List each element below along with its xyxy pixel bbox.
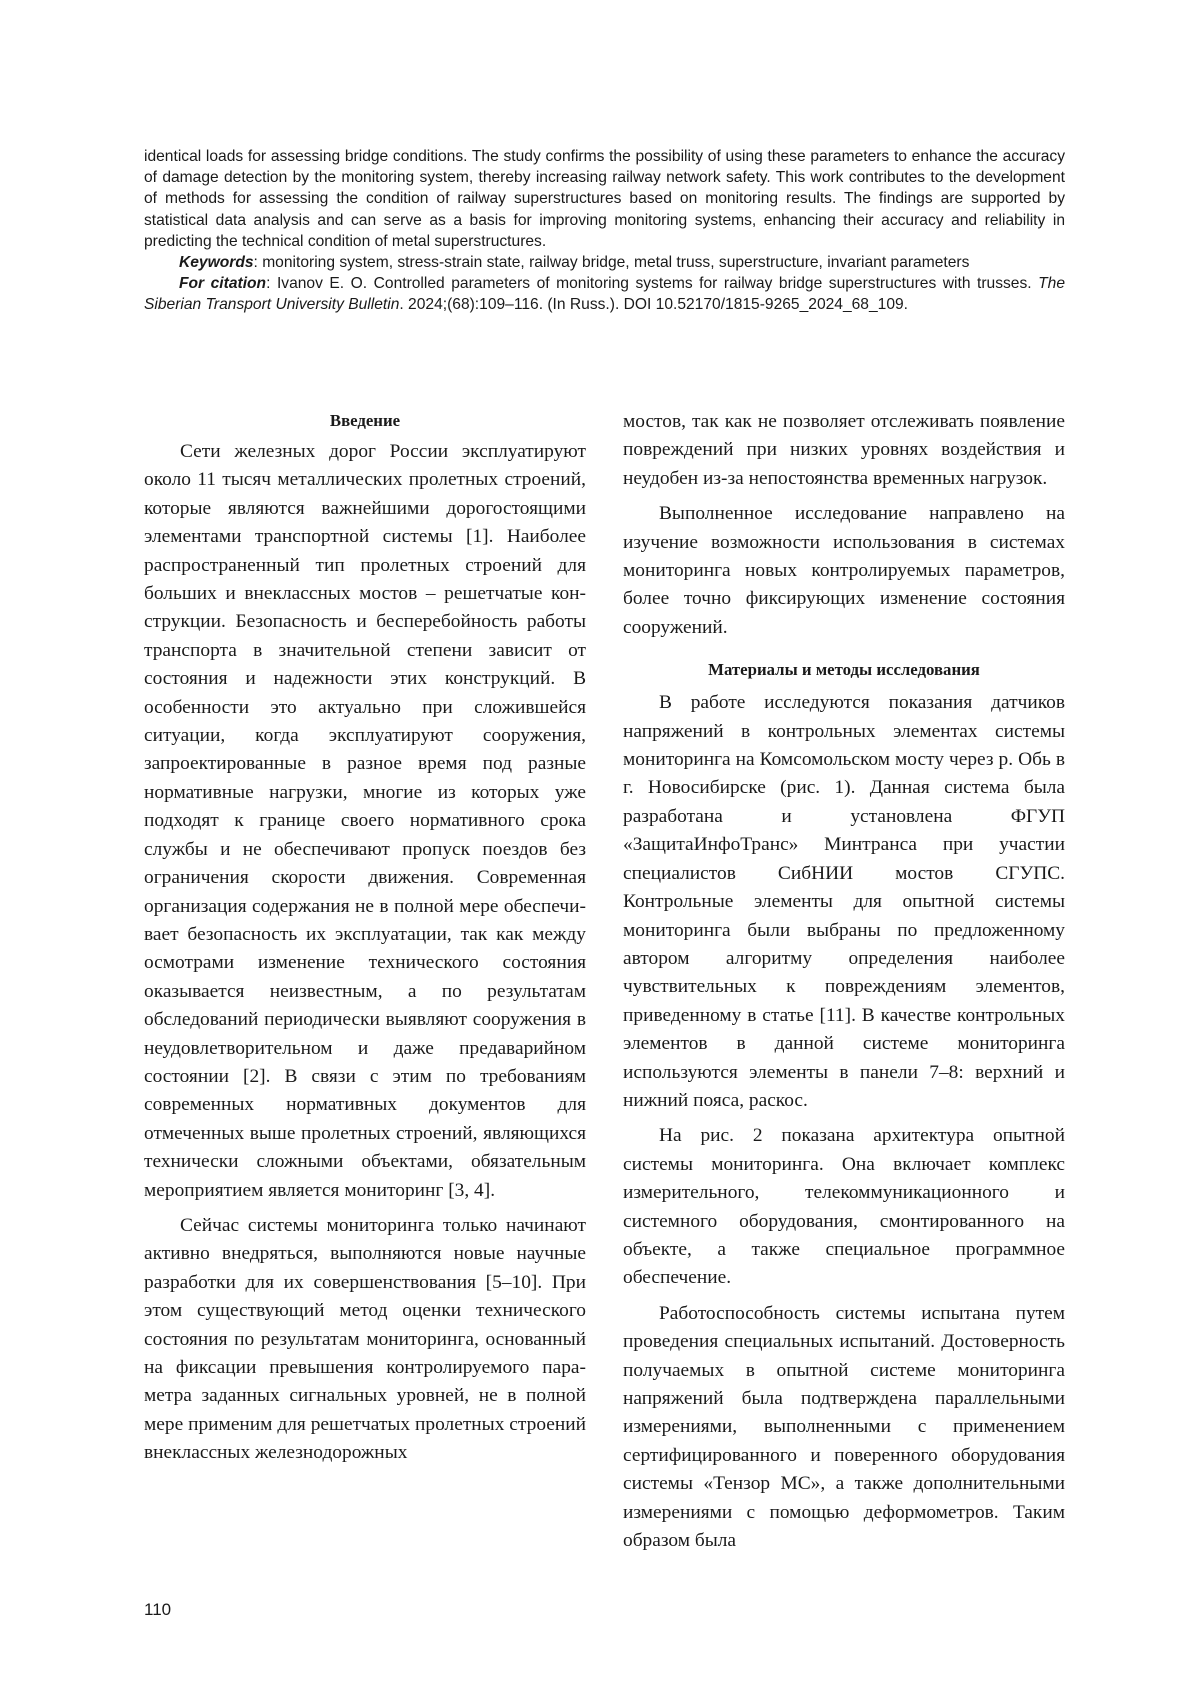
- citation-journal: The Siberian Transport University Bulletin: [144, 275, 1065, 314]
- keywords-line: [144, 252, 1065, 273]
- paragraph: Работоспособность системы испытана путем проведения специальных испытаний. Достоверность получаемых в опытной системе мониторинга напряжений была подтверждена параллельными измерениями, выполненными с применением сертифицированного и поверенного оборудования системы «Тензор МС», а также дополнительными измерениями с помощью деформометров. Таким образом была: [623, 1302, 1065, 1552]
- keywords-label: Keywords: [179, 254, 254, 272]
- citation-text-2: . 2024;(68):109–116. (In Russ.). DOI 10.52170/1815-9265_2024_68_109.: [399, 296, 909, 314]
- keywords-text: : monitoring system, stress-strain state, railway bridge, metal truss, superstructure, invariant parameters: [253, 254, 970, 272]
- citation-text-1: : Ivanov E. O. Controlled parameters of monitoring systems for railway bridge superstructures with trusses.: [266, 275, 1039, 293]
- abstract-block: [144, 146, 1065, 316]
- section-heading-introduction: Введение: [329, 411, 401, 430]
- right-column: [623, 408, 1065, 1555]
- abstract-text: identical loads for assessing bridge conditions. The study confirms the possibility of using these parameters to enhance the accuracy of damage detection by the monitoring system, thereby increasing railway network safety. This work contributes to the development of methods for assessing the condition of railway superstructures based on monitoring results. The findings are supported by statistical data analysis and can serve as a basis for improving monitoring systems, enhancing their accuracy and reliability in predicting the technical condition of metal superstructures.: [144, 148, 1065, 250]
- paragraph: Выполненное исследование направлено на изучение возможности использования в системах мониторинга новых контролируемых параметров, более точно фиксирующих изменение состояния сооружений.: [623, 503, 1065, 638]
- citation-label: For citation: [179, 275, 267, 293]
- paragraph: Сейчас системы мониторинга только начинают активно внедряться, выполняются новые научные разработки для их совершенствования [5–10]. При этом существующий метод оценки технического состояния по результатам мониторинга, основанный на фиксации превышения контролируемого параметра заданных сигнальных уровней, не в полной мере применим для решетчатых пролетных строений внеклассных железнодорожных: [144, 1214, 586, 1464]
- paragraph: Сети железных дорог России эксплуатируют около 11 тысяч металлических пролетных строений, которые являются важнейшими дорогостоящими элементами транспортной системы [1]. Наиболее распространенный тип пролетных строений для больших и внеклассных мостов – решетчатые конструкции. Безопасность и бесперебойность работы транспорта в значительной степени зависит от состояния и надежности этих конструкций. В особенности это актуально при сложившейся ситуации, когда эксплуатируют сооружения, запроектированные в разное время под разные нормативные нагрузки, многие из которых уже подходят к границе своего нормативного срока службы и не обеспечивают пропуск поездов без ограничения скорости движения. Современная организация содержания не в полной мере обеспечивает безопасность их эксплуатации, так как между осмотрами изменение технического состояния оказывается неизвестным, а по результатам обследований периодически выявляют сооружения в неудовлетворительном и даже предаварийном состоянии [2]. В связи с этим по требованиям современных нормативных документов для отмеченных выше пролетных строений, являющихся технически сложными объектами, обязательным мероприятием является мониторинг [3, 4].: [144, 441, 586, 1201]
- section-heading-materials-methods: Материалы и методы исследования: [708, 660, 980, 680]
- citation-line: [144, 273, 1065, 315]
- left-column: [144, 408, 586, 1468]
- paragraph-continuation: мостов, так как не позволяет отслеживать появление повреждений при низких уровнях воздействия и неудобен из-за непостоянства временных нагрузок.: [623, 411, 1065, 489]
- paragraph: В работе исследуются показания датчиков напряжений в контрольных элементах системы мониторинга на Комсомольском мосту через р. Обь в г. Новосибирске (рис. 1). Данная система была разработана и установлена ФГУП «ЗащитаИнфоТранс» Минтранса при участии специалистов СибНИИ мостов СГУПС. Контрольные элементы для опытной системы мониторинга были выбраны по предложенному автором алгоритму определения наиболее чувствительных к повреждениям элементов, приведенному в статье [11]. В качестве контрольных элементов в данной системе мониторинга используются элементы в панели 7–8: верхний и нижний пояса, раскос.: [623, 692, 1065, 1111]
- paragraph: На рис. 2 показана архитектура опытной системы мониторинга. Она включает комплекс измерительного, телекоммуникационного и системного оборудования, смонтированного на объекте, а также специальное программное обеспечение.: [623, 1125, 1065, 1289]
- page-number: 110: [144, 1600, 172, 1619]
